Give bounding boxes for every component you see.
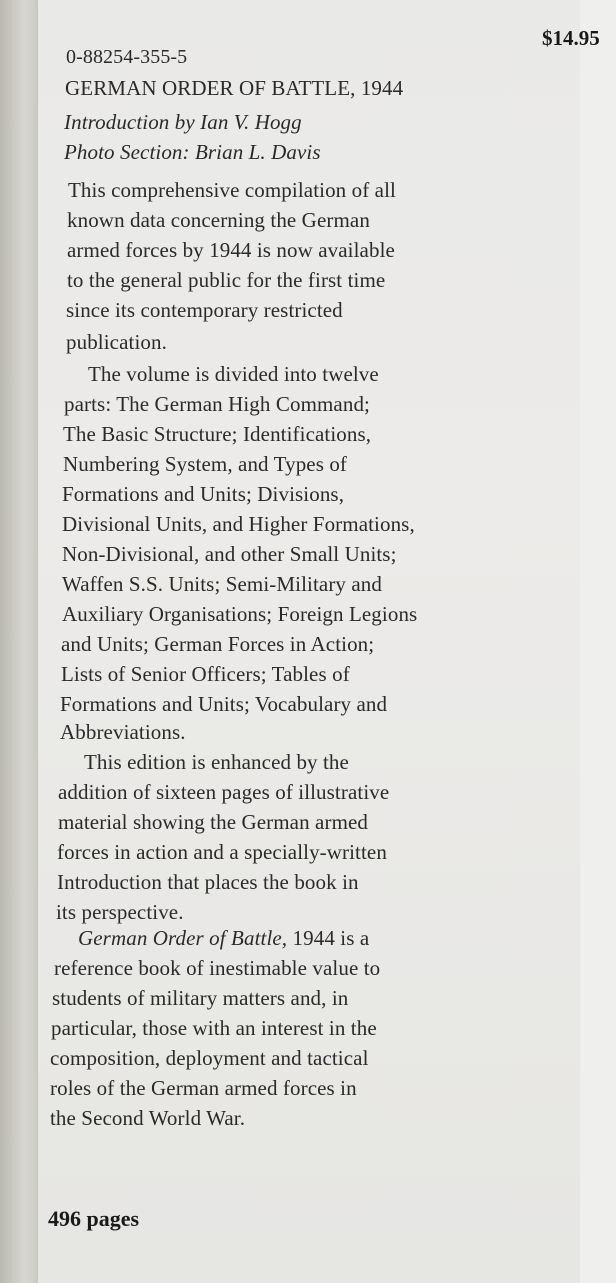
blurb-line: Abbreviations. (60, 720, 186, 744)
blurb-line: The Basic Structure; Identifications, (63, 422, 372, 446)
introduction-credit: Introduction by Ian V. Hogg (64, 110, 302, 134)
blurb-line: This edition is enhanced by the (84, 750, 349, 774)
blurb-line: its perspective. (56, 900, 184, 924)
blurb-line: The volume is divided into twelve (88, 362, 379, 386)
blurb-line: armed forces by 1944 is now available (67, 238, 395, 262)
blurb-line: Formations and Units; Divisions, (62, 482, 345, 506)
blurb-line: Waffen S.S. Units; Semi-Military and (62, 572, 382, 596)
blurb-line: Formations and Units; Vocabulary and (60, 692, 388, 716)
blurb-line: students of military matters and, in (52, 986, 349, 1010)
blurb-line: material showing the German armed (58, 810, 369, 834)
blurb-line: parts: The German High Command; (64, 392, 370, 416)
blurb-line: since its contemporary restricted (66, 298, 343, 322)
blurb-line: This comprehensive compilation of all (68, 178, 396, 202)
blurb-line: Lists of Senior Officers; Tables of (61, 662, 350, 686)
jacket-left-edge (0, 0, 40, 1283)
blurb-line: known data concerning the German (67, 208, 370, 232)
blurb-line: Non-Divisional, and other Small Units; (62, 542, 397, 566)
isbn: 0-88254-355-5 (66, 46, 188, 68)
blurb-line: particular, those with an interest in the (51, 1016, 377, 1040)
book-title-italic: German Order of Battle, (78, 926, 288, 950)
blurb-line: Divisional Units, and Higher Formations, (62, 512, 415, 536)
blurb-line: Numbering System, and Types of (63, 452, 348, 476)
price-label: $14.95 (542, 26, 600, 50)
blurb-line: the Second World War. (50, 1106, 246, 1130)
blurb-line: roles of the German armed forces in (50, 1076, 357, 1100)
blurb-line: addition of sixteen pages of illustrative (58, 780, 390, 804)
blurb-line: Auxiliary Organisations; Foreign Legions (62, 602, 418, 626)
blurb-line: Introduction that places the book in (57, 870, 359, 894)
blurb-line: forces in action and a specially-written (57, 840, 387, 864)
jacket-right-strip (580, 0, 616, 1283)
book-title: GERMAN ORDER OF BATTLE, 1944 (65, 76, 404, 100)
blurb-line: reference book of inestimable value to (54, 956, 381, 980)
blurb-line: publication. (66, 330, 167, 354)
photo-credit: Photo Section: Brian L. Davis (64, 140, 321, 164)
blurb-line: and Units; German Forces in Action; (61, 632, 375, 656)
blurb-line (78, 926, 369, 951)
blurb-line: composition, deployment and tactical (50, 1046, 369, 1070)
blurb-text: 1944 is a (287, 926, 370, 950)
page-count: 496 pages (48, 1206, 140, 1231)
blurb-line: to the general public for the first time (67, 268, 386, 292)
